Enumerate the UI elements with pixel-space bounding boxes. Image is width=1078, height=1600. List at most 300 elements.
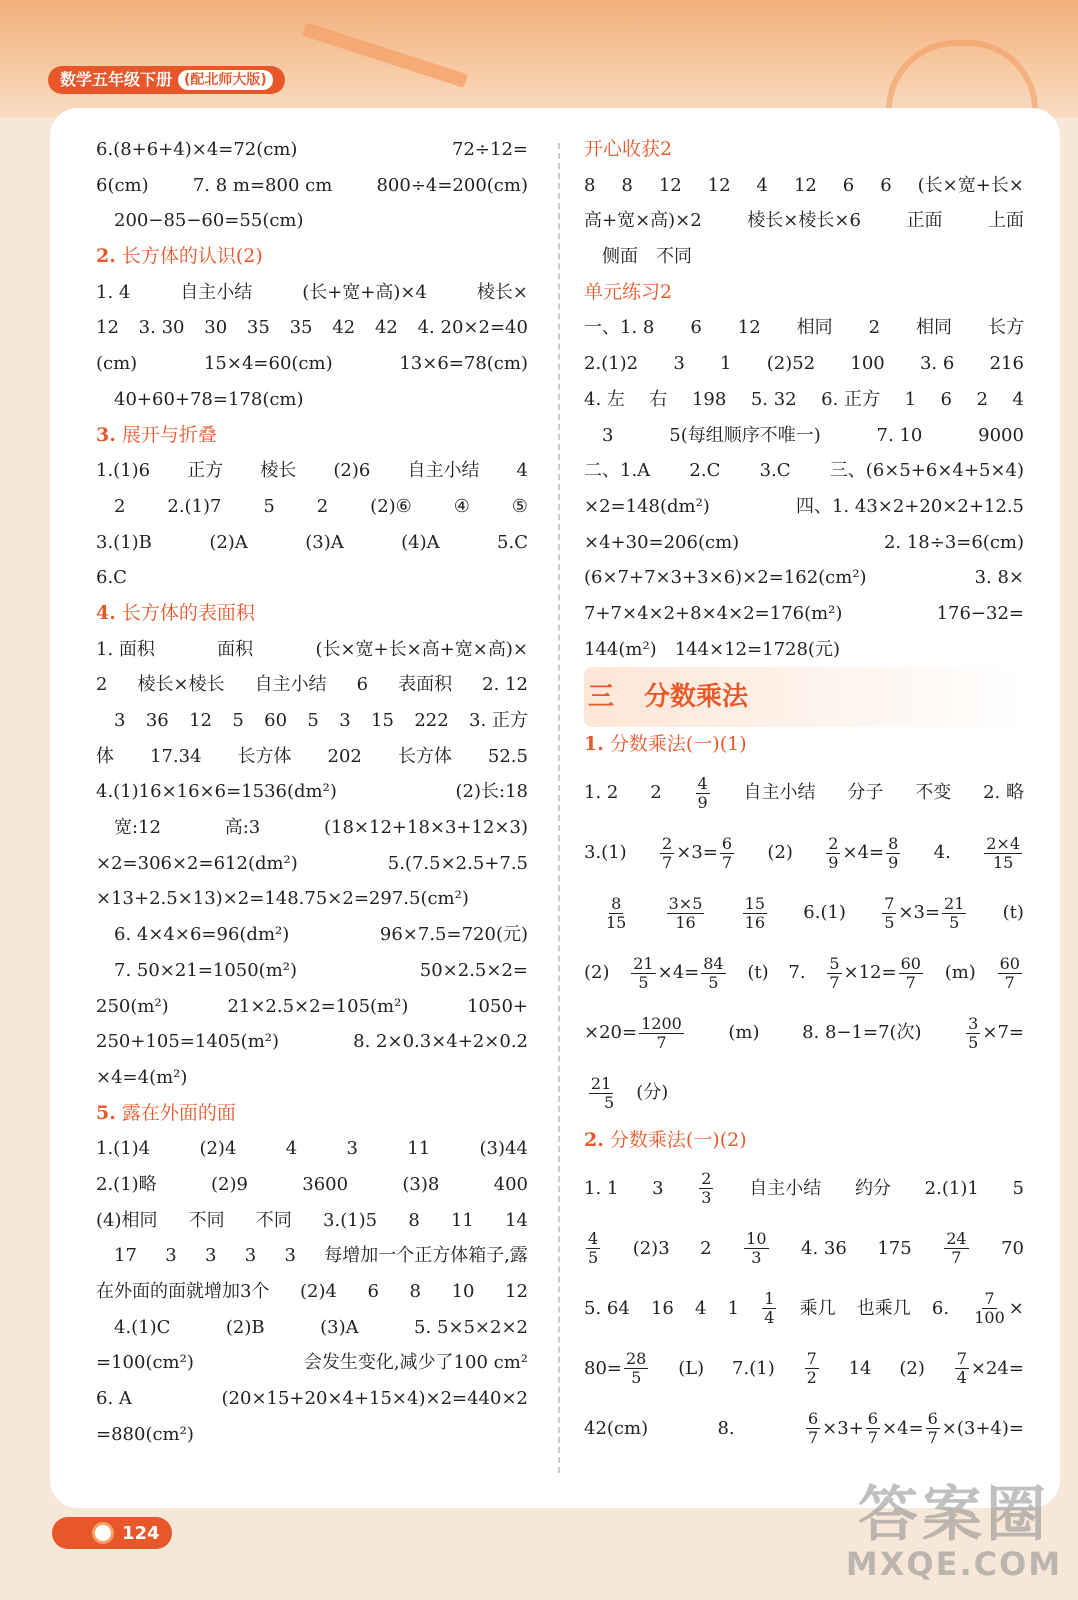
fraction <box>984 835 1022 872</box>
answer-text: (m) <box>944 962 976 983</box>
numerator: 10 <box>746 1229 767 1249</box>
denominator: 100 <box>974 1308 1005 1328</box>
answer-text: 198 <box>691 388 727 410</box>
answer-text: 8. <box>717 1417 735 1439</box>
answer-text: (4)相同 <box>96 1209 158 1231</box>
answer-text: 40+60+78=178(cm) <box>114 388 304 410</box>
answer-text: 5 <box>263 495 275 517</box>
answer-line <box>584 943 1024 1003</box>
answer-text: 3 <box>284 1245 296 1267</box>
answer-text: (2)52 <box>766 353 816 375</box>
answer-text: (2)4 <box>300 1281 337 1302</box>
answer-text: (2) <box>584 962 610 983</box>
answer-line <box>584 239 1024 275</box>
answer-line <box>96 1345 528 1381</box>
section-heading <box>584 132 1024 168</box>
denominator: 7 <box>662 852 673 872</box>
answer-line <box>584 1159 1024 1219</box>
fraction <box>624 1350 648 1387</box>
answer-line <box>96 846 528 882</box>
denominator: 9 <box>888 852 899 872</box>
answer-text: 5. 64 <box>584 1297 630 1319</box>
answer-text: 2. 略 <box>983 782 1024 803</box>
answer-text: 7. <box>788 962 806 983</box>
answer-text: 60 <box>264 710 288 731</box>
fraction <box>744 1230 768 1267</box>
answer-text: 自主小结 <box>254 674 327 696</box>
answer-text: 也乘几 <box>856 1297 911 1319</box>
answer-text: 3. 30 <box>138 317 185 339</box>
numerator: 3×5 <box>668 893 703 913</box>
fraction <box>805 1350 819 1387</box>
section-title: 长方体的表面积 <box>121 601 255 624</box>
answer-line <box>584 346 1024 382</box>
answer-text: 6 <box>940 388 952 410</box>
answer-text: (t) <box>1002 902 1024 923</box>
numerator: 60 <box>900 953 921 973</box>
answer-line <box>584 596 1024 632</box>
answer-line <box>96 310 528 346</box>
numerator: 6 <box>867 1409 878 1429</box>
answer-text: 200−85−60=55(cm) <box>114 210 304 232</box>
answer-text: 2.(1)7 <box>167 495 222 517</box>
answer-text: 80= <box>584 1357 622 1379</box>
answer-text: 乘几 <box>799 1297 836 1319</box>
answer-text: 棱长× <box>476 281 528 303</box>
section-title: 开心收获2 <box>584 138 673 160</box>
answer-text: (18×12+18×3+12×3) <box>324 817 528 839</box>
answer-text: 3. 6 <box>919 353 955 375</box>
answer-text: 相同 <box>796 317 833 339</box>
answer-text: (3)A <box>305 531 344 553</box>
section-number: 1. <box>584 733 604 756</box>
page-number: 124 <box>122 1522 160 1544</box>
answer-text: 175 <box>877 1237 912 1259</box>
answer-text: 21×2.5×2=105(m²) <box>227 995 409 1017</box>
answer-line <box>584 632 1024 668</box>
page-dot-icon <box>92 1522 114 1544</box>
answer-text: 6. A <box>96 1388 132 1410</box>
numerator: 24 <box>946 1229 967 1249</box>
answer-text: 1 <box>727 1297 740 1319</box>
answer-text: 35 <box>246 317 270 339</box>
answer-text: (分) <box>636 1082 669 1103</box>
answer-text: 202 <box>327 745 362 767</box>
answer-text: 相同 <box>916 317 953 339</box>
answer-text: ×3+ <box>822 1417 864 1439</box>
answer-text: 4.(1)16×16×6=1536(dm²) <box>96 781 337 803</box>
chapter-heading <box>584 667 1024 727</box>
section-title: 露在外面的面 <box>121 1101 236 1124</box>
answer-text: 2.(1)1 <box>924 1177 979 1199</box>
answer-text: 6.(1) <box>803 902 846 923</box>
answer-line <box>96 346 528 382</box>
answer-text: 14 <box>848 1357 872 1379</box>
denominator: 5 <box>968 1032 979 1052</box>
answer-text: 17.34 <box>150 745 202 767</box>
fraction <box>720 835 734 872</box>
answer-text: ×7= <box>982 1022 1024 1043</box>
answer-text: 1.(1)4 <box>96 1138 151 1160</box>
answer-line <box>96 1060 528 1096</box>
answer-text: (6×7+7×3+3×6)×2=162(cm²) <box>584 567 867 589</box>
answer-text: 5. 32 <box>750 388 797 410</box>
answer-text: 3 <box>339 710 351 731</box>
answer-line <box>96 810 528 846</box>
numerator: 21 <box>944 893 965 913</box>
denominator: 7 <box>867 1428 878 1448</box>
answer-text: 42 <box>332 317 356 339</box>
answer-line <box>584 823 1024 883</box>
denominator: 5 <box>631 1368 642 1388</box>
answer-text: ⑤ <box>511 495 528 517</box>
fraction <box>926 1410 940 1447</box>
answer-line <box>584 382 1024 418</box>
answer-text: (2)B <box>225 1316 265 1338</box>
numerator: 4 <box>697 773 708 793</box>
answer-text: 2 <box>114 495 126 517</box>
answer-text: ×2=148(dm²) <box>584 495 710 517</box>
denominator: 7 <box>829 972 840 992</box>
answer-text: (长+宽+高)×4 <box>302 281 427 303</box>
answer-text: 4 <box>1012 388 1024 410</box>
section-number: 2. <box>584 1129 604 1151</box>
answer-line <box>96 203 528 239</box>
answer-text: 约分 <box>854 1177 891 1199</box>
answer-text: (2)长:18 <box>455 781 528 803</box>
denominator: 2 <box>806 1368 817 1388</box>
answer-line <box>96 881 528 917</box>
answer-text: 3.C <box>759 460 791 482</box>
answer-text: 6 <box>367 1281 379 1302</box>
answer-text: 70 <box>1001 1237 1024 1259</box>
answer-text: 12 <box>505 1281 528 1302</box>
answer-text: 35 <box>289 317 313 339</box>
section-heading <box>96 418 528 454</box>
answer-line <box>584 525 1024 561</box>
fraction <box>942 895 966 932</box>
denominator: 7 <box>807 1428 819 1448</box>
fraction <box>743 895 767 932</box>
answer-text: 4. 20×2=40 <box>417 317 528 339</box>
answer-text: =100(cm²) <box>96 1352 194 1374</box>
answer-text: 6 <box>880 174 892 196</box>
denominator: 4 <box>956 1368 967 1388</box>
denominator: 7 <box>905 972 916 992</box>
answer-text: 4. <box>933 842 951 863</box>
numerator: 28 <box>626 1349 647 1369</box>
section-title: 长方体的认识(2) <box>121 245 263 268</box>
answer-text: 6 <box>356 674 369 696</box>
answer-text: 222 <box>414 710 449 731</box>
answer-line <box>584 1003 1024 1063</box>
answer-text: 1 <box>904 388 917 410</box>
answer-text: 3 <box>244 1245 257 1267</box>
answer-text: 面积 <box>217 638 254 660</box>
answer-text: (2)A <box>209 531 248 553</box>
answer-text: 3 <box>204 1245 217 1267</box>
answer-line <box>96 453 528 489</box>
answer-text: 1 <box>720 353 732 375</box>
answer-text: 2 <box>976 388 988 410</box>
answer-text: 96×7.5=720(元) <box>379 924 528 946</box>
numerator: 4 <box>588 1229 599 1249</box>
answer-text: 6 <box>842 174 855 196</box>
denominator: 5 <box>604 1092 615 1112</box>
answer-text: 3 <box>602 424 614 446</box>
answer-text: ×12= <box>843 962 897 983</box>
section-title: 分数乘法(一)(2) <box>609 1129 747 1151</box>
answer-text: (20×15+20×4+15×4)×2=440×2 <box>221 1388 528 1410</box>
answer-text: 2.(1)2 <box>584 353 639 375</box>
denominator: 5 <box>708 972 719 992</box>
answer-text: 高+宽×高)×2 <box>584 210 702 232</box>
numerator: 2 <box>701 1169 712 1189</box>
fraction <box>955 1350 969 1387</box>
answer-text: 400 <box>493 1173 528 1195</box>
answer-text: 12 <box>707 174 731 196</box>
section-number: 2. <box>96 245 116 268</box>
answer-line <box>96 1417 528 1453</box>
denominator: 15 <box>606 912 627 932</box>
numerator: 3 <box>968 1013 979 1033</box>
answer-line <box>96 1238 528 1274</box>
answer-text: 3 <box>114 710 126 731</box>
answer-text: ④ <box>453 495 470 517</box>
book-title: 数学五年级下册 <box>60 70 173 89</box>
answer-line <box>584 418 1024 454</box>
denominator: 7 <box>721 852 733 872</box>
numerator: 15 <box>744 893 766 913</box>
answer-text: (长×宽+长×高+宽×高)× <box>315 638 528 660</box>
answer-text: 6(cm) <box>96 174 149 196</box>
answer-text: 4 <box>756 174 768 196</box>
answer-text: 1. 4 <box>96 281 131 303</box>
answer-text: 在外面的面就增加3个 <box>96 1281 270 1302</box>
answer-text: 15 <box>371 710 394 731</box>
answer-line <box>584 1219 1024 1279</box>
answer-text: 长方 <box>987 317 1024 339</box>
answer-text: 不同 <box>656 246 692 268</box>
answer-text: (L) <box>678 1357 705 1379</box>
numerator: 60 <box>999 953 1020 973</box>
answer-line <box>584 763 1024 823</box>
answer-line <box>96 667 528 703</box>
watermark-text: 答案圈 <box>858 1480 1050 1550</box>
answer-text: 3.(1)5 <box>323 1209 378 1231</box>
answer-text: 14 <box>505 1209 528 1231</box>
section-heading <box>584 727 1024 763</box>
denominator: 9 <box>828 852 839 872</box>
answer-text: 11 <box>407 1138 431 1160</box>
numerator: 84 <box>703 953 724 973</box>
answer-line <box>96 560 528 596</box>
answer-text: 3 <box>346 1138 358 1160</box>
answer-text: ×3= <box>898 902 941 923</box>
numerator: 7 <box>956 1349 967 1369</box>
fraction <box>944 1230 968 1267</box>
answer-text: ×(3+4)= <box>941 1417 1024 1439</box>
answer-text: 棱长×棱长 <box>137 674 225 696</box>
answer-text: ×4= <box>881 1417 924 1439</box>
fraction <box>899 955 923 992</box>
denominator: 5 <box>588 1248 599 1268</box>
answer-text: 体 <box>96 745 114 767</box>
answer-text: 6. 正方 <box>821 388 881 410</box>
answer-line <box>96 632 528 668</box>
answer-text: 2 <box>650 782 662 803</box>
answer-text: 自主小结 <box>407 460 480 482</box>
answer-text: 长方体 <box>237 745 292 767</box>
fraction <box>827 955 841 992</box>
answer-text: 12 <box>189 710 212 731</box>
section-heading <box>96 1096 528 1132</box>
answer-text: 6 <box>690 317 702 339</box>
fraction <box>660 835 674 872</box>
answer-text: 2 <box>316 495 329 517</box>
answer-text: 正方 <box>187 460 224 482</box>
answer-text: 正面 <box>906 210 943 232</box>
answer-text: 棱长 <box>260 460 297 482</box>
answer-line <box>96 1024 528 1060</box>
answer-text: 不同 <box>188 1209 225 1231</box>
fraction <box>866 1410 880 1447</box>
answer-line <box>584 1339 1024 1399</box>
answer-text: (2) <box>899 1357 925 1379</box>
answer-text: 3 <box>652 1177 664 1199</box>
answer-line <box>96 739 528 775</box>
left-column <box>96 132 528 1452</box>
answer-text: × <box>1008 1297 1024 1319</box>
section-title: 分数乘法(一)(1) <box>609 733 747 756</box>
answer-text: 3 <box>673 353 685 375</box>
answer-text: 11 <box>450 1209 474 1231</box>
answer-text: 5 <box>1012 1177 1024 1199</box>
answer-text: (2)9 <box>210 1173 248 1195</box>
answer-text: 15×4=60(cm) <box>203 353 333 375</box>
answer-text: 8 <box>409 1281 421 1302</box>
numerator: 1200 <box>641 1013 682 1033</box>
fraction <box>701 955 725 992</box>
answer-text: (2)4 <box>199 1138 237 1160</box>
denominator: 3 <box>701 1188 712 1208</box>
denominator: 16 <box>744 912 766 932</box>
fraction <box>882 895 896 932</box>
answer-line <box>584 1279 1024 1339</box>
answer-text: 5 <box>307 710 319 731</box>
answer-text: 50×2.5×2= <box>419 959 528 981</box>
answer-text: 4. 36 <box>801 1237 847 1259</box>
denominator: 7 <box>927 1428 938 1448</box>
answer-text: ×2=306×2=612(dm²) <box>96 852 298 874</box>
section-number: 4. <box>96 601 116 624</box>
chapter-title: 分数乘法 <box>644 682 749 713</box>
answer-text: 6. 4×4×6=96(dm²) <box>114 924 290 946</box>
answer-text: 6.(8+6+4)×4=72(cm) <box>96 139 298 160</box>
numerator: 5 <box>829 953 840 973</box>
answer-text: 3 <box>165 1245 177 1267</box>
answer-text: 7. 50×21=1050(m²) <box>114 959 298 981</box>
answer-text: 144(m²) <box>584 638 657 660</box>
answer-text: 4 <box>285 1138 298 1160</box>
numerator: 21 <box>590 1073 612 1093</box>
fraction <box>604 895 628 932</box>
answer-line <box>584 489 1024 525</box>
answer-text: 4. 左 <box>584 388 625 410</box>
answer-text: 3. 8× <box>974 567 1024 589</box>
fraction <box>639 1015 684 1052</box>
answer-text: 侧面 <box>602 246 638 268</box>
denominator: 15 <box>992 852 1014 872</box>
answer-text: 2 <box>700 1237 712 1259</box>
answer-text: 12 <box>737 317 761 339</box>
answer-text: 二、1.A <box>584 460 651 482</box>
answer-line <box>96 774 528 810</box>
answer-text: (2)⑥ <box>370 495 412 517</box>
fraction <box>699 1170 713 1207</box>
answer-text: 42(cm) <box>584 1417 649 1439</box>
answer-text: 12 <box>793 174 817 196</box>
section-heading <box>584 1123 1024 1159</box>
answer-text: ×4+30=206(cm) <box>584 531 740 553</box>
answer-text: 7. 10 <box>876 424 923 446</box>
answer-text: 250(m²) <box>96 995 169 1017</box>
answer-line <box>96 1310 528 1346</box>
answer-line <box>584 1399 1024 1459</box>
answer-text: 144×12=1728(元) <box>674 638 840 660</box>
numerator: 7 <box>884 893 895 913</box>
answer-text: (3)A <box>320 1316 359 1338</box>
answer-line <box>96 132 528 168</box>
answer-text: ×4= <box>842 842 885 863</box>
numerator: 6 <box>721 833 733 853</box>
answer-text: 8 <box>584 174 596 196</box>
answer-line <box>96 1203 528 1239</box>
numerator: 8 <box>888 833 899 853</box>
answer-text: (2)6 <box>333 460 371 482</box>
answer-text: 7. 8 m=800 cm <box>192 174 333 196</box>
answer-text: 7+7×4×2+8×4×2=176(m²) <box>584 602 843 624</box>
denominator: 5 <box>638 972 649 992</box>
answer-line <box>584 883 1024 943</box>
answer-text: 72÷12= <box>452 139 528 160</box>
answer-line <box>96 989 528 1025</box>
answer-text: 四、1. 43×2+20×2+12.5 <box>795 495 1024 517</box>
answer-text: 1. 面积 <box>96 638 155 660</box>
answer-text: 12 <box>96 317 119 339</box>
page-number-badge <box>52 1517 172 1549</box>
numerator: 6 <box>807 1409 819 1429</box>
answer-text: 5.(7.5×2.5+7.5 <box>387 852 528 874</box>
answer-line <box>96 489 528 525</box>
answer-text: 1. 2 <box>584 782 619 803</box>
answer-text: 宽:12 <box>114 817 161 839</box>
answer-line <box>584 560 1024 596</box>
answer-text: 三、(6×5+6×4+5×4) <box>829 460 1024 482</box>
fraction <box>586 1075 616 1112</box>
answer-text: 8 <box>408 1209 420 1231</box>
answer-line <box>584 310 1024 346</box>
denominator: 7 <box>951 1248 962 1268</box>
answer-text: =880(cm²) <box>96 1423 194 1445</box>
answer-text: 5. 5×5×2×2 <box>414 1316 528 1338</box>
answer-text: 2.C <box>689 460 721 482</box>
watermark-url: MXQE.COM <box>845 1545 1063 1583</box>
answer-text: 一、1. 8 <box>584 317 655 339</box>
answer-text: 1. 1 <box>584 1177 619 1199</box>
answer-text: ×3= <box>676 842 718 863</box>
right-column <box>584 132 1024 1459</box>
